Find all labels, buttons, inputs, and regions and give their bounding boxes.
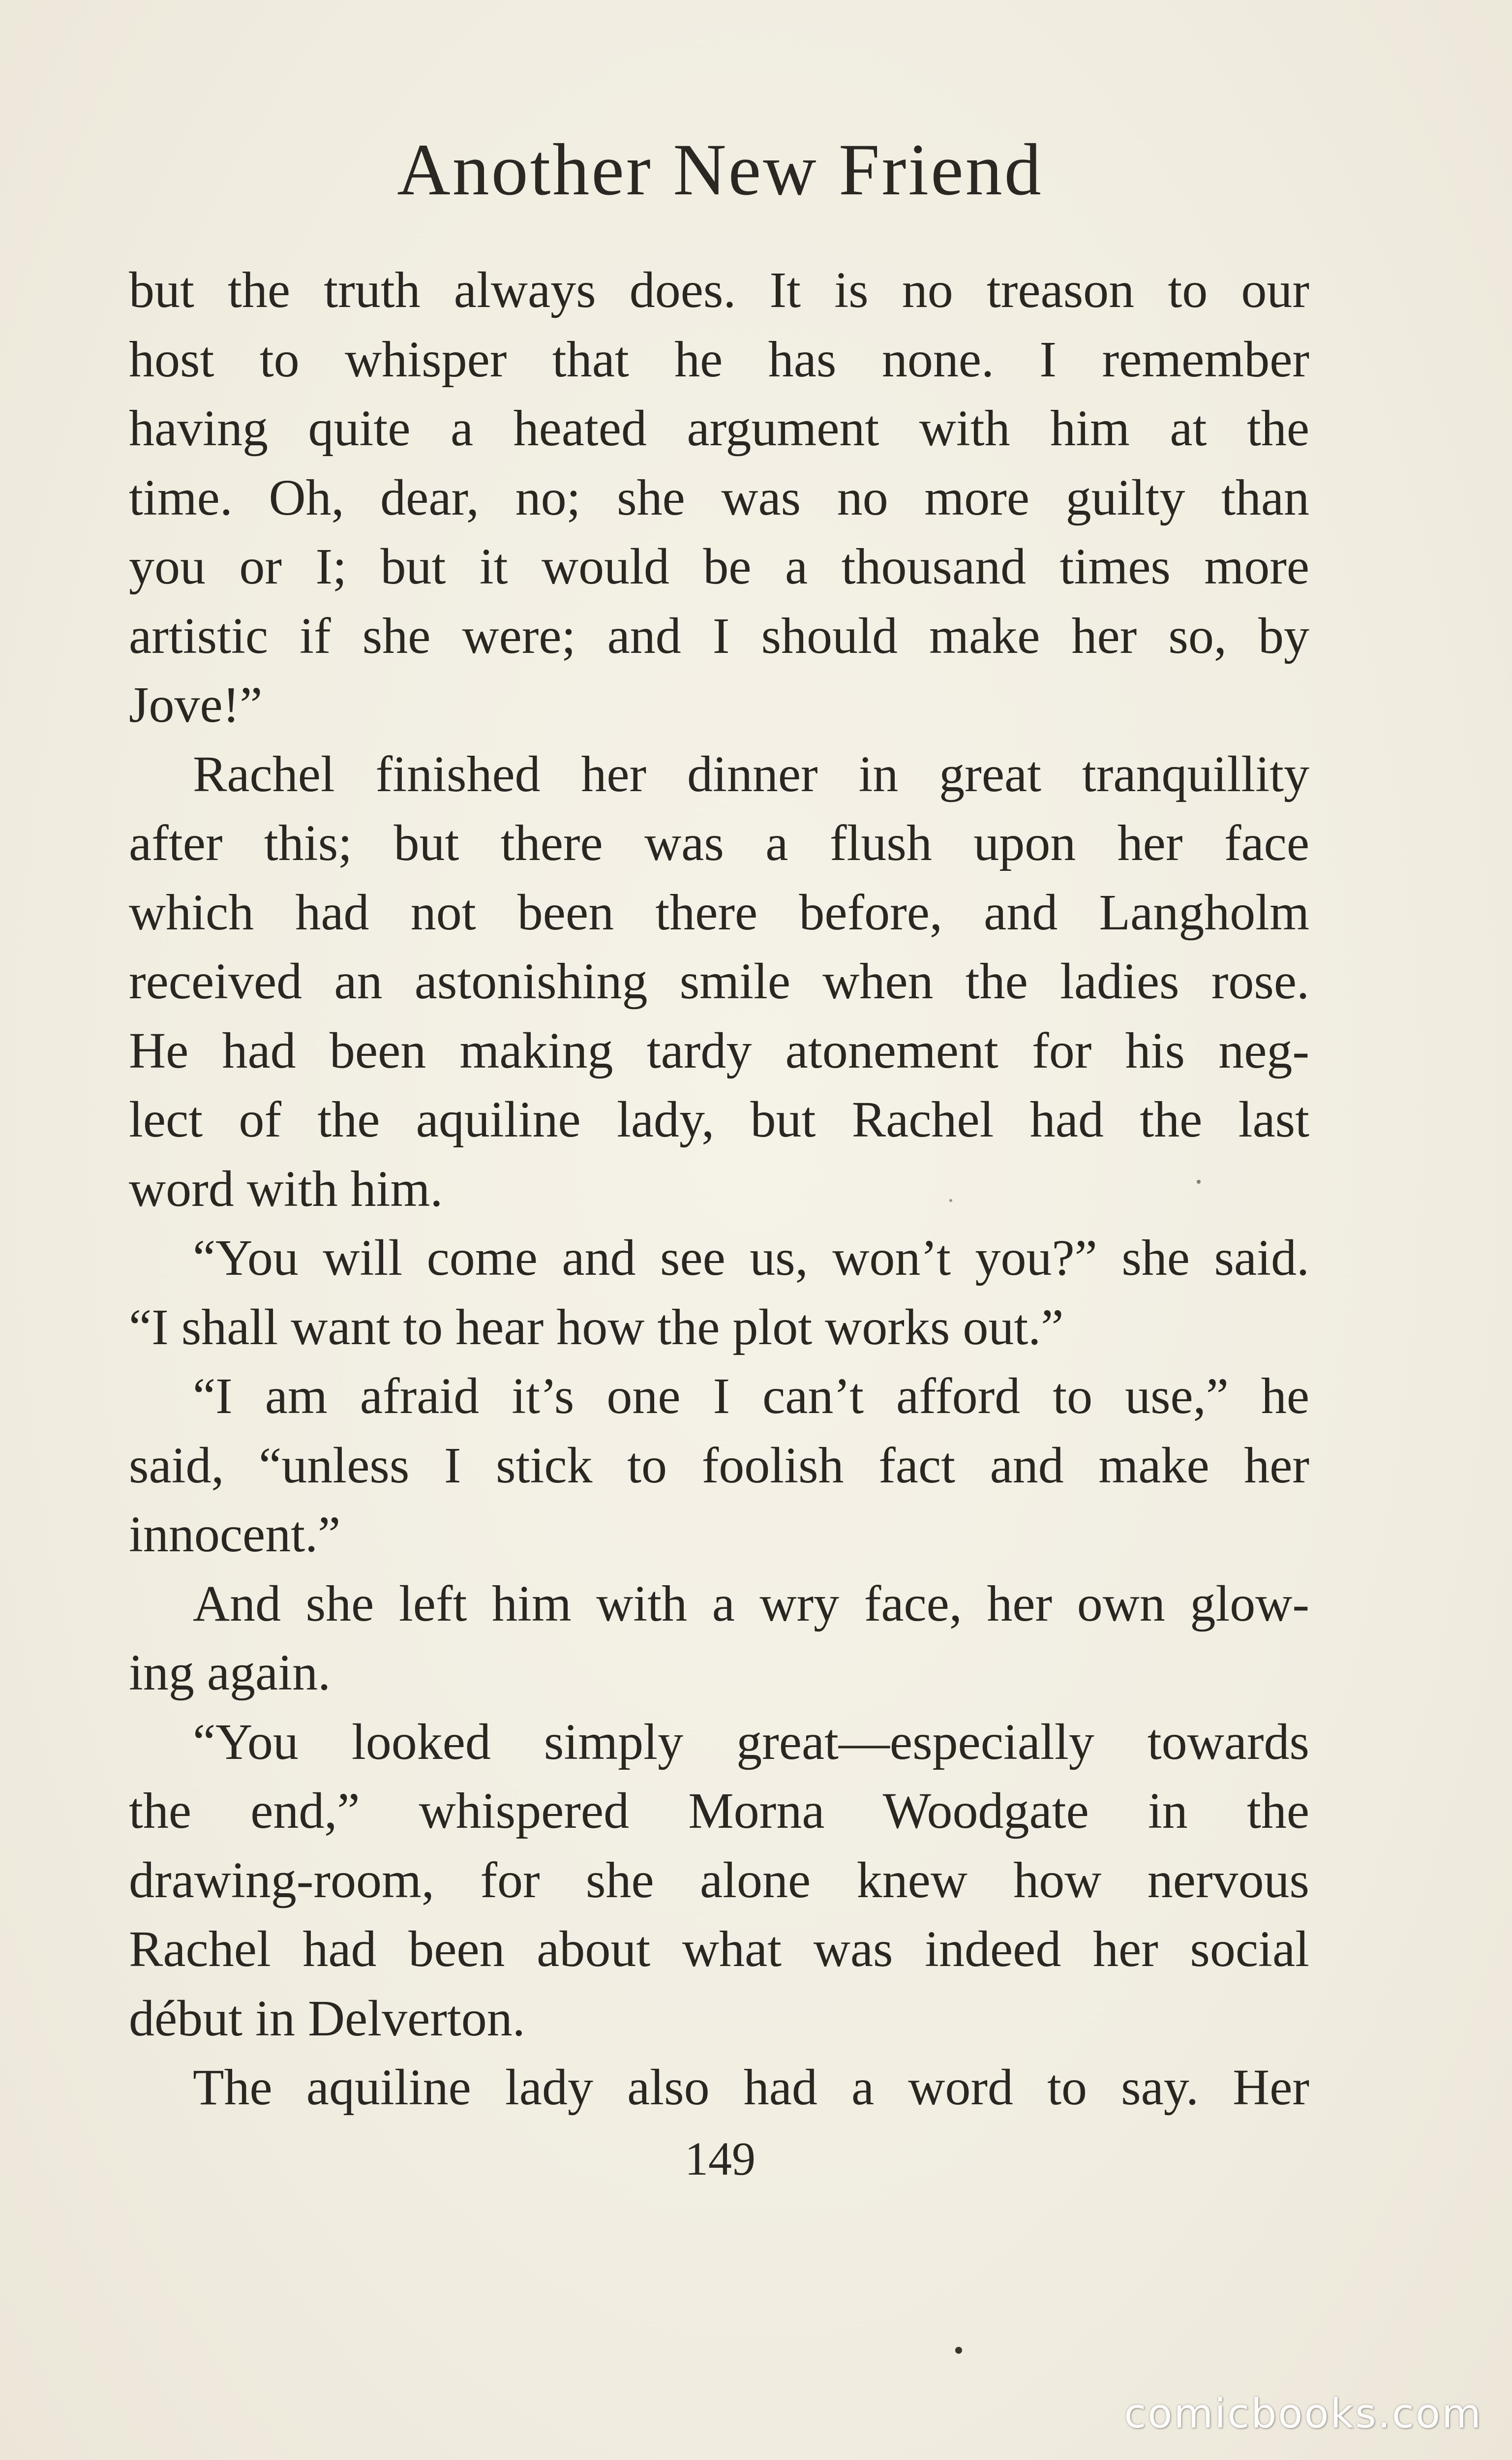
text-line: received an astonishing smile when the ladies rose. (129, 953, 1309, 1010)
text-line: the end,” whispered Morna Woodgate in the (129, 1783, 1309, 1839)
watermark: comicbooks.com (1124, 2391, 1482, 2437)
running-head: Another New Friend (397, 129, 1043, 211)
text-line: time. Oh, dear, no; she was no more guilty than (129, 469, 1309, 526)
text-line: “I shall want to hear how the plot works out.” (129, 1298, 1064, 1355)
body-text (129, 256, 1309, 2122)
ink-speck (949, 1199, 952, 1202)
text-line: after this; but there was a flush upon her face (129, 815, 1309, 871)
text-line: “You looked simply great—especially towards (193, 1713, 1309, 1770)
text-line: you or I; but it would be a thousand times more (129, 538, 1309, 595)
text-line: having quite a heated argument with him at the (129, 400, 1309, 457)
text-line: “You will come and see us, won’t you?” she said. (193, 1230, 1309, 1286)
ink-speck (955, 2347, 962, 2354)
text-line: lect of the aquiline lady, but Rachel had the last (129, 1091, 1309, 1148)
text-line: artistic if she were; and I should make her so, by (129, 607, 1309, 664)
text-line: innocent.” (129, 1506, 341, 1563)
text-line: “I am afraid it’s one I can’t afford to use,” he (193, 1368, 1309, 1424)
text-line: word with him. (129, 1160, 443, 1217)
ink-speck (1197, 1180, 1201, 1184)
text-line: said, “unless I stick to foolish fact and make her (129, 1437, 1309, 1494)
text-line: And she left him with a wry face, her own glow- (193, 1575, 1309, 1632)
page-number: 149 (685, 2132, 756, 2185)
text-line: ing again. (129, 1644, 331, 1701)
text-line: but the truth always does. It is no treason to our (129, 262, 1309, 318)
text-line: Rachel had been about what was indeed her social (129, 1921, 1309, 1977)
text-line: which had not been there before, and Langholm (129, 884, 1309, 941)
text-line: The aquiline lady also had a word to say. Her (193, 2059, 1309, 2116)
text-line: début in Delverton. (129, 1990, 525, 2047)
text-line: drawing-room, for she alone knew how nervous (129, 1851, 1309, 1908)
text-line: Jove!” (129, 676, 263, 733)
text-line: host to whisper that he has none. I remember (129, 331, 1309, 388)
text-line: He had been making tardy atonement for his neg- (129, 1022, 1309, 1079)
text-line: Rachel finished her dinner in great tranquillity (193, 745, 1309, 802)
